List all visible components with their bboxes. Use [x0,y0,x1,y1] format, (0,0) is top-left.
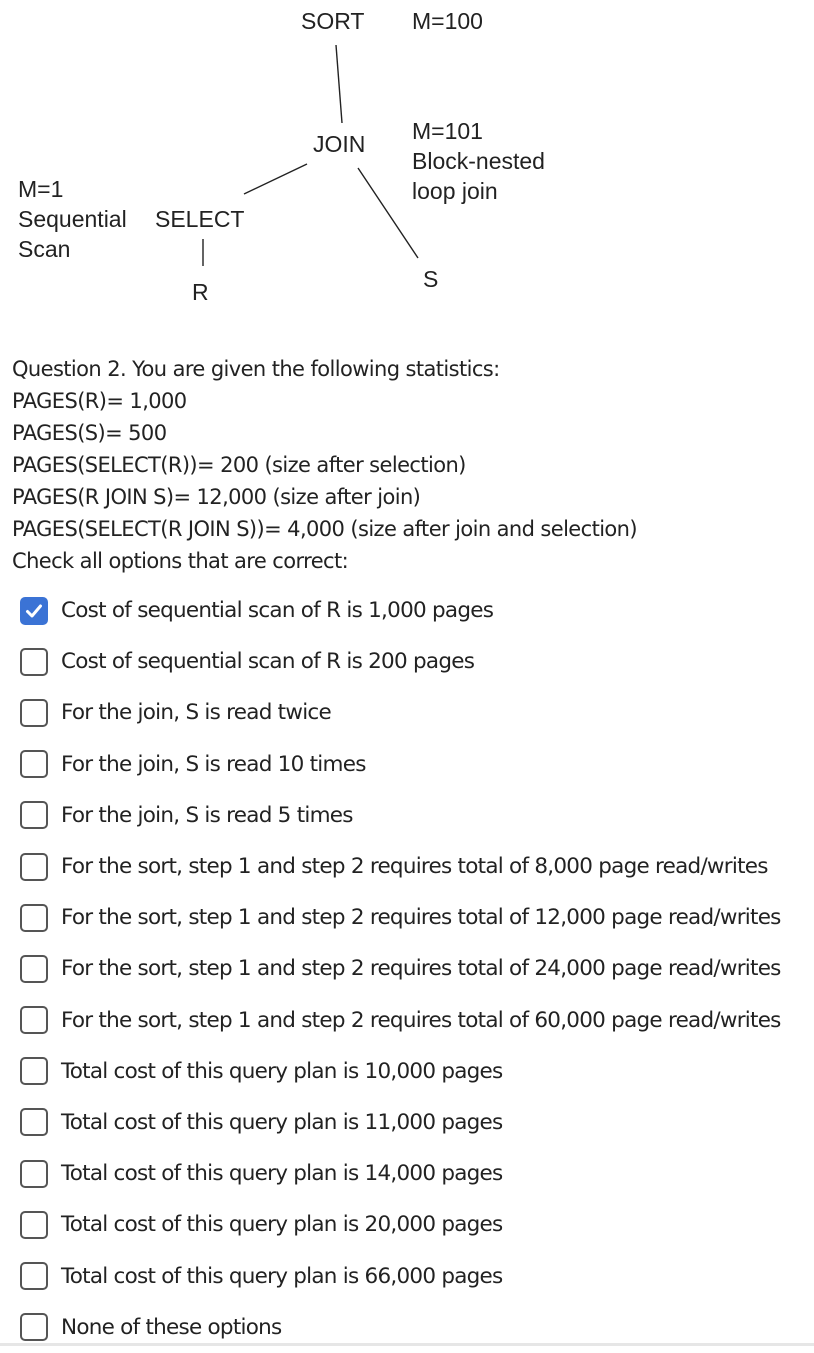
option-item[interactable] [20,1148,810,1199]
select-method-line-2: Scan [18,236,71,262]
option-item[interactable] [20,995,810,1046]
option-label: For the join, S is read 5 times [61,802,353,828]
option-label: Total cost of this query plan is 20,000 pages [61,1212,503,1238]
option-item[interactable] [20,1199,810,1250]
option-label: Total cost of this query plan is 66,000 pages [61,1263,503,1289]
edge-sort-join [336,45,342,123]
option-item[interactable] [20,636,810,687]
option-label: Total cost of this query plan is 11,000 pages [61,1109,503,1135]
edge-join-s [358,168,418,258]
option-item[interactable] [20,739,810,790]
stat-pages-join: PAGES(R JOIN S)= 12,000 (size after join) [12,485,421,509]
option-checkbox[interactable] [20,904,48,932]
option-checkbox[interactable] [20,597,48,625]
query-plan-diagram [0,0,814,330]
option-checkbox[interactable] [20,1313,48,1341]
relation-r-label: R [192,279,209,305]
option-checkbox[interactable] [20,648,48,676]
join-method-line-2: loop join [412,178,498,204]
option-checkbox[interactable] [20,1211,48,1239]
select-node-label: SELECT [155,206,245,232]
option-checkbox[interactable] [20,1262,48,1290]
option-label: For the sort, step 1 and step 2 requires total of 12,000 page read/writes [61,905,781,931]
join-method-line-1: Block-nested [412,148,545,174]
option-label: For the join, S is read twice [61,700,331,726]
option-item[interactable] [20,892,810,943]
question-title: Question 2. You are given the following statistics: [12,357,500,381]
option-item[interactable] [20,1250,810,1301]
option-label: None of these options [61,1314,282,1340]
join-node-label: JOIN [313,131,366,157]
option-item[interactable] [20,790,810,841]
answer-options [20,585,810,1353]
option-label: Cost of sequential scan of R is 1,000 pages [61,598,494,624]
option-label: For the sort, step 1 and step 2 requires total of 8,000 page read/writes [61,854,768,880]
check-icon [24,601,44,621]
sort-memory-label: M=100 [412,8,483,34]
query-plan-edges [0,0,814,330]
option-item[interactable] [20,841,810,892]
option-label: Total cost of this query plan is 14,000 pages [61,1161,503,1187]
option-checkbox[interactable] [20,750,48,778]
option-label: For the sort, step 1 and step 2 requires total of 24,000 page read/writes [61,956,781,982]
relation-s-label: S [423,266,439,292]
option-checkbox[interactable] [20,1006,48,1034]
option-checkbox[interactable] [20,801,48,829]
option-label: Cost of sequential scan of R is 200 pages [61,649,475,675]
join-memory-label: M=101 [412,118,483,144]
option-checkbox[interactable] [20,1160,48,1188]
stat-pages-r: PAGES(R)= 1,000 [12,389,187,413]
option-item[interactable] [20,585,810,636]
select-method-line-1: Sequential [18,206,127,232]
stat-pages-select-r: PAGES(SELECT(R))= 200 (size after selection) [12,453,466,477]
option-checkbox[interactable] [20,955,48,983]
option-label: For the sort, step 1 and step 2 requires total of 60,000 page read/writes [61,1007,781,1033]
option-item[interactable] [20,1097,810,1148]
option-label: Total cost of this query plan is 10,000 pages [61,1058,503,1084]
option-item[interactable] [20,1046,810,1097]
sort-node-label: SORT [301,8,365,34]
option-checkbox[interactable] [20,1057,48,1085]
option-checkbox[interactable] [20,699,48,727]
option-checkbox[interactable] [20,1108,48,1136]
select-memory-label: M=1 [18,176,64,202]
stat-pages-s: PAGES(S)= 500 [12,421,167,445]
question-text [12,353,802,577]
option-checkbox[interactable] [20,853,48,881]
question-instruction: Check all options that are correct: [12,549,349,573]
edge-join-select [244,164,307,194]
option-item[interactable] [20,687,810,738]
option-item[interactable] [20,943,810,994]
option-label: For the join, S is read 10 times [61,751,366,777]
stat-pages-select-join: PAGES(SELECT(R JOIN S))= 4,000 (size after join and selection) [12,517,637,541]
